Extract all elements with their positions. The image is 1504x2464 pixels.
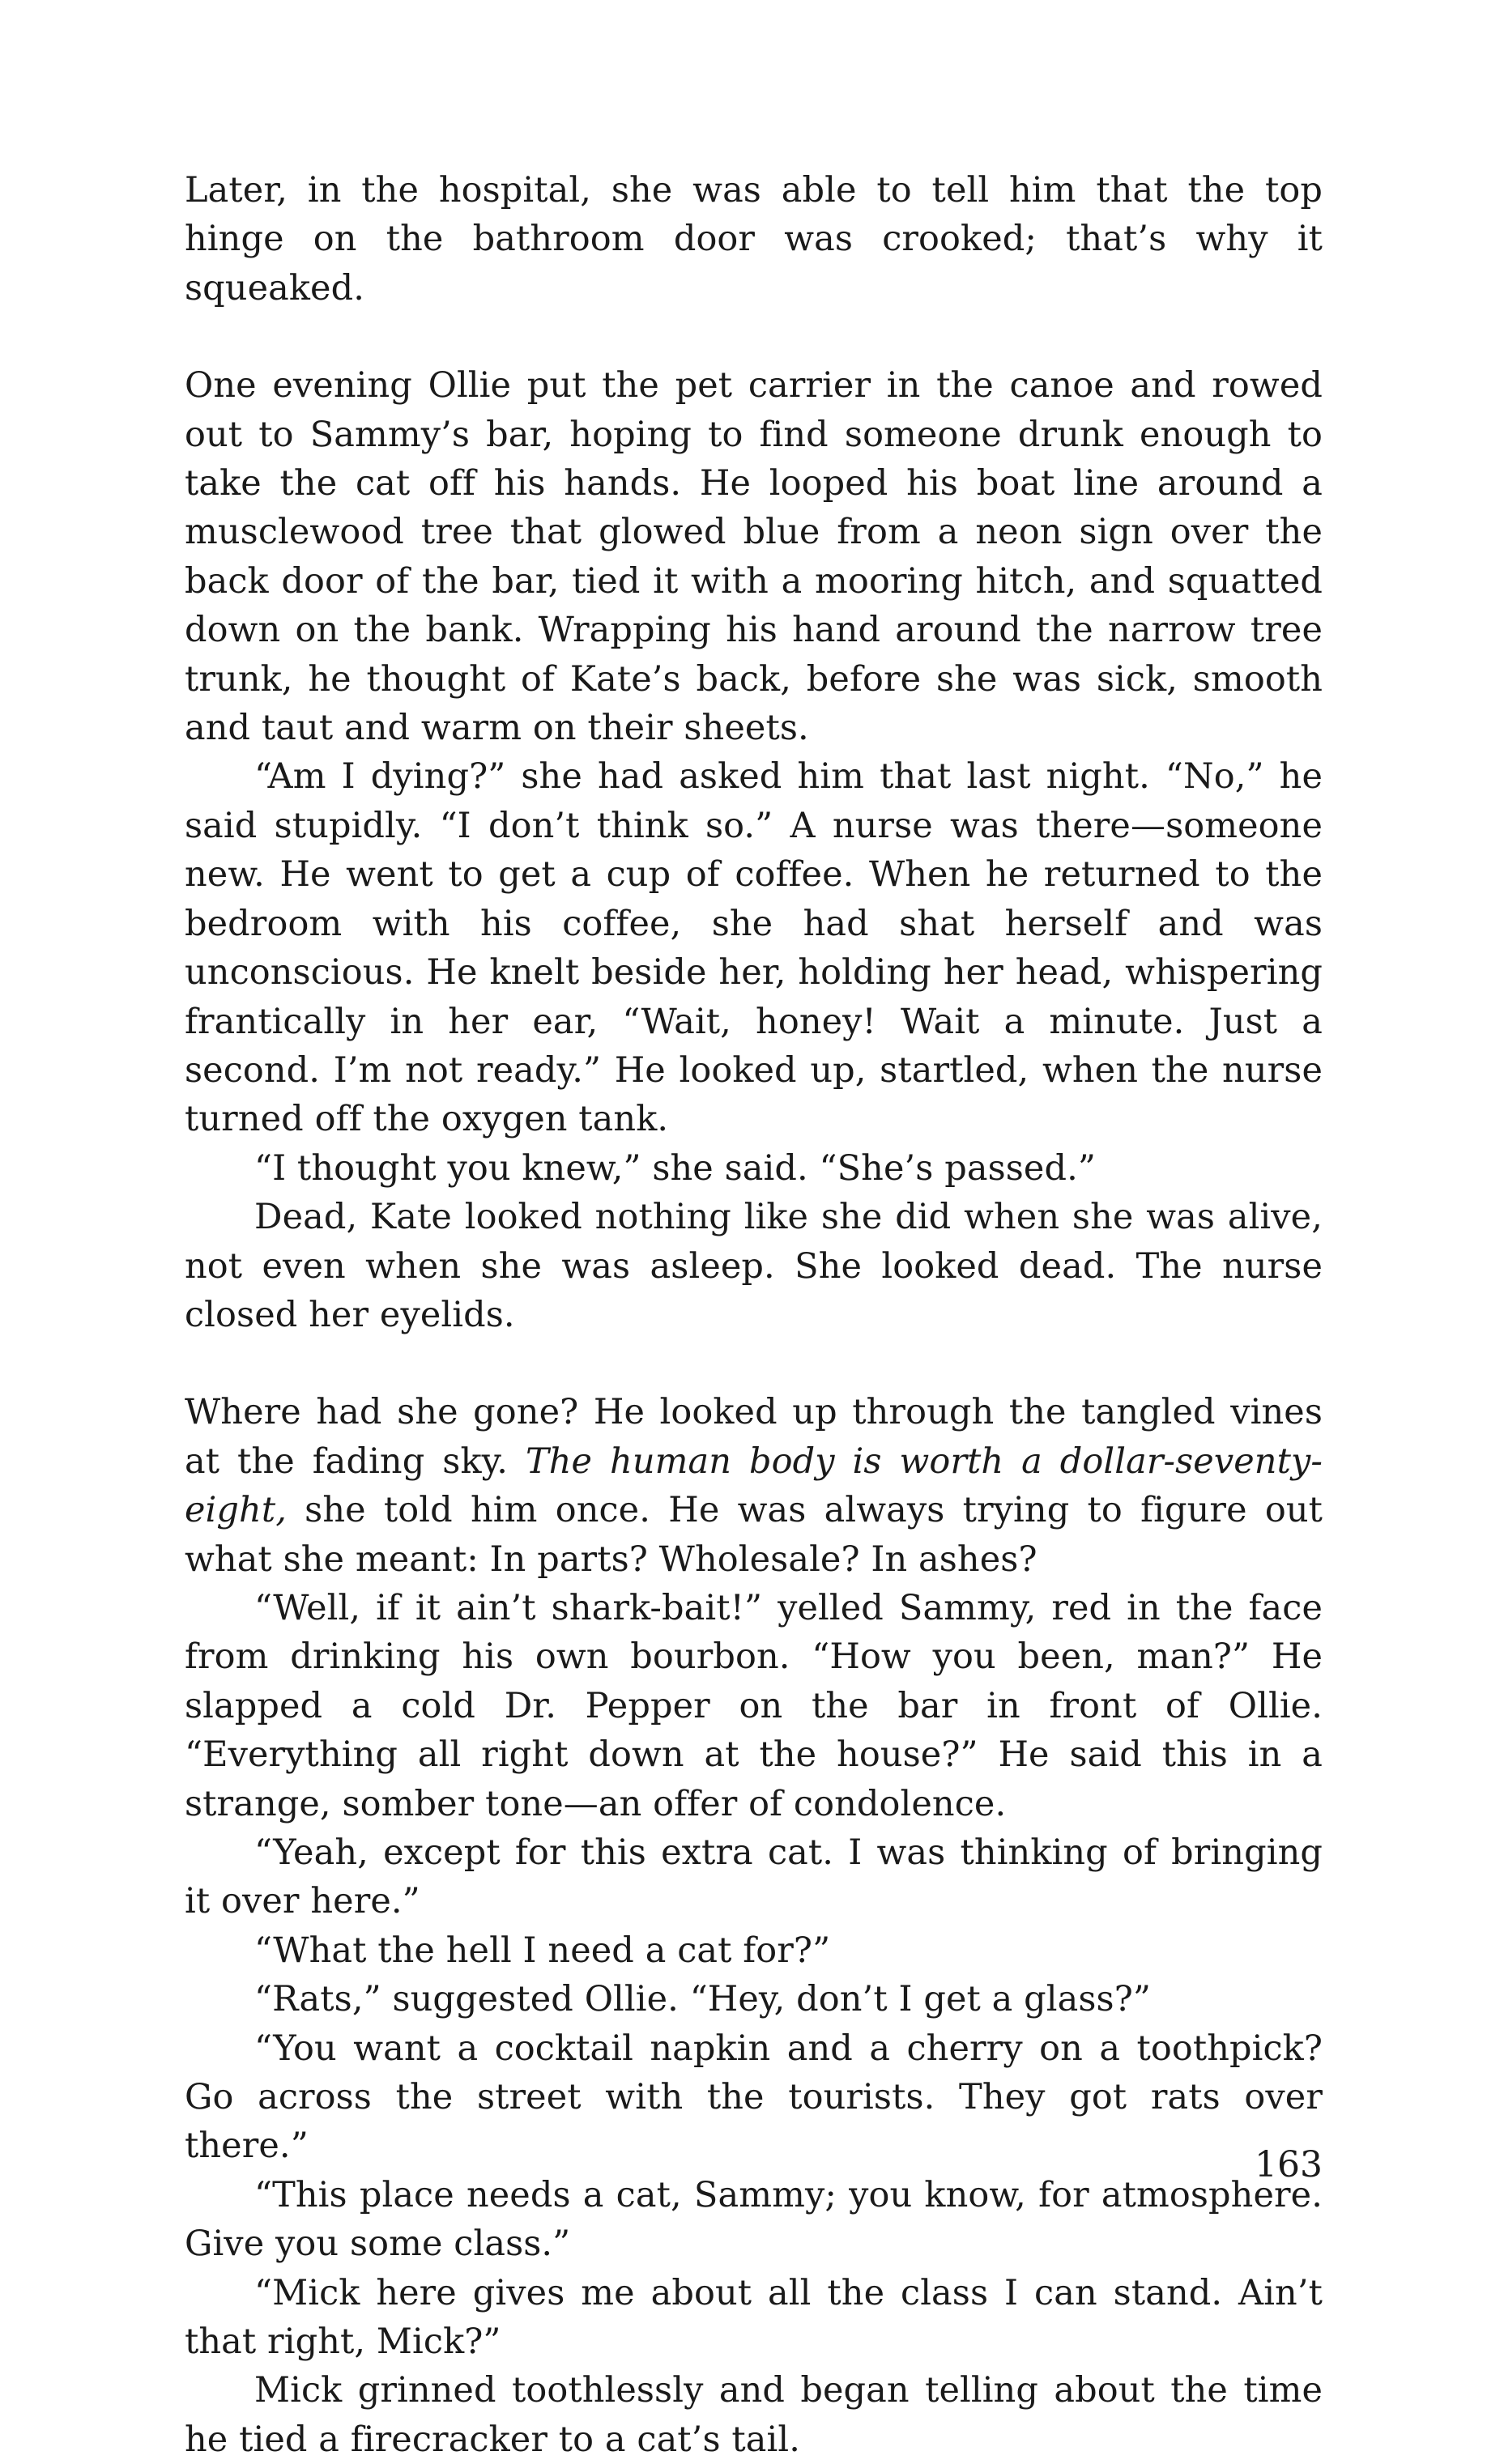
paragraph: “Well, if it ain’t shark-bait!” yelled Sammy, red in the face from drinking his own bourbon. “How you been, man?” He slapped a cold Dr. Pepper on the bar in front of Ollie. “Everything all right down at the house?” He said this in a strange, somber tone—an offer of condolence. <box>185 1587 1323 1824</box>
paragraph <box>185 1388 1323 1584</box>
paragraph: Mick grinned toothlessly and began telling about the time he tied a firecracker to a cat’s tail. <box>185 2370 1323 2460</box>
body-text <box>185 166 1323 2464</box>
paragraph: “What the hell I need a cat for?” <box>254 1930 831 1971</box>
paragraph: “Mick here gives me about all the class I can stand. Ain’t that right, Mick?” <box>185 2272 1323 2363</box>
paragraph-text: Where had she gone? He looked up through the tangled vines at the fading sky. <box>185 1392 1323 1482</box>
paragraph: “You want a cocktail napkin and a cherry on a toothpick? Go across the street with the tourists. They got rats over there.” <box>185 2028 1323 2167</box>
page-number: 163 <box>1255 2144 1323 2185</box>
paragraph-text: she told him once. He was always trying to figure out what she meant: In parts? Wholesale? In ashes? <box>185 1490 1323 1580</box>
paragraph: One evening Ollie put the pet carrier in the canoe and rowed out to Sammy’s bar, hoping to find someone drunk enough to take the cat off his hands. He looped his boat line around a musclewood tree that glowed blue from a neon sign over the back door of the bar, tied it with a mooring hitch, and squatted down on the bank. Wrapping his hand around the narrow tree trunk, he thought of Kate’s back, before she was sick, smooth and taut and warm on their sheets. <box>185 365 1323 749</box>
paragraph: “Yeah, except for this extra cat. I was thinking of bringing it over here.” <box>185 1832 1323 1922</box>
paragraph: Dead, Kate looked nothing like she did when she was alive, not even when she was asleep. She looked dead. The nurse closed her eyelids. <box>185 1197 1323 1335</box>
paragraph: “I thought you knew,” she said. “She’s passed.” <box>254 1147 1096 1189</box>
paragraph: “Rats,” suggested Ollie. “Hey, don’t I get a glass?” <box>254 1979 1151 2020</box>
section-break <box>185 313 1323 361</box>
paragraph: “This place needs a cat, Sammy; you know, for atmosphere. Give you some class.” <box>185 2174 1323 2265</box>
paragraph: “Am I dying?” she had asked him that last night. “No,” he said stupidly. “I don’t think so.” A nurse was there—someone new. He went to get a cup of coffee. When he returned to the bedroom with his coffee, she had shat herself and was unconscious. He knelt beside her, holding her head, whispering frantically in her ear, “Wait, honey! Wait a minute. Just a second. I’m not ready.” He looked up, startled, when the nurse turned off the oxygen tank. <box>185 756 1323 1140</box>
italic-quote: The human body is worth a dollar-seventy-eight, <box>185 1441 1323 1531</box>
section-break <box>185 1339 1323 1388</box>
paragraph: Later, in the hospital, she was able to tell him that the top hinge on the bathroom door was crooked; that’s why it squeaked. <box>185 170 1323 309</box>
